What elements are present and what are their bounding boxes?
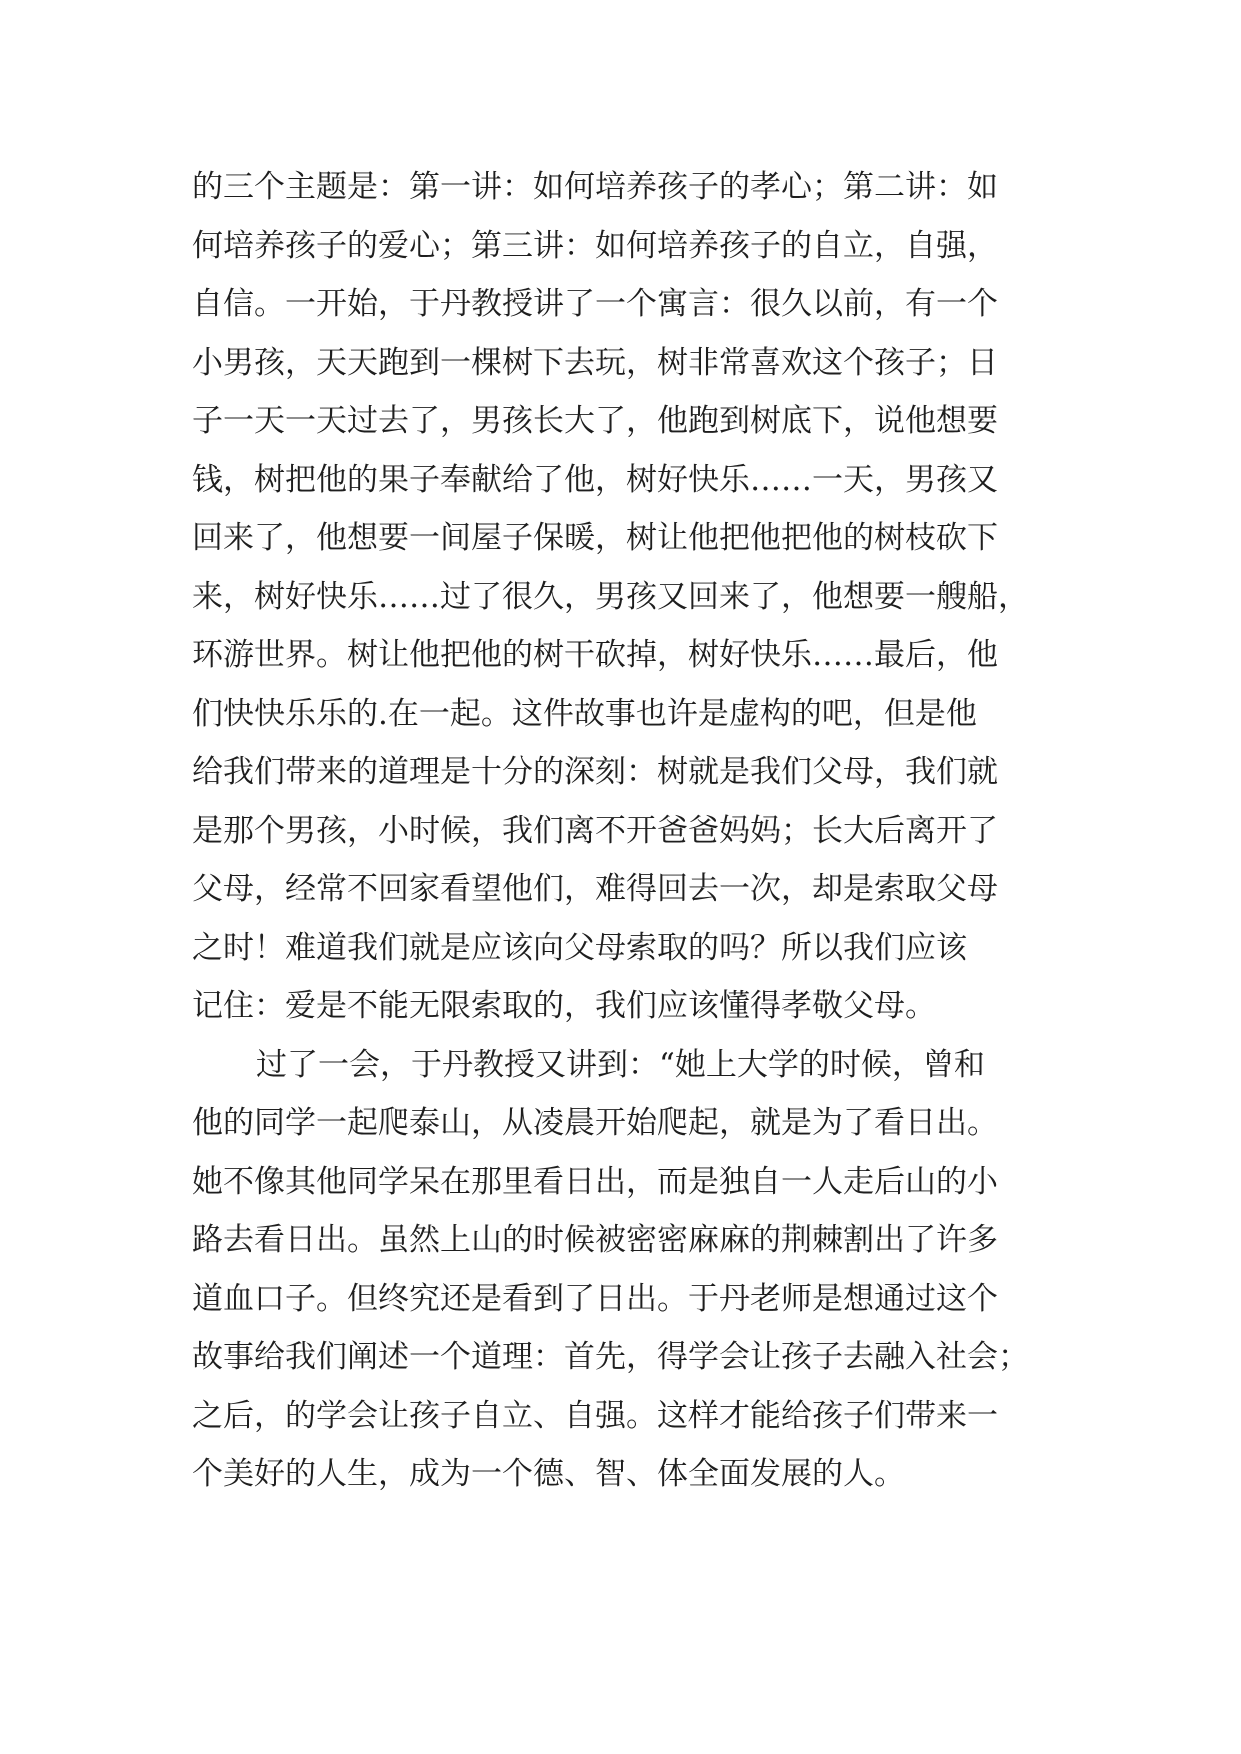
text-line: 们快快乐乐的.在一起。这件故事也许是虚构的吧，但是他 <box>192 695 977 732</box>
text-line: 回来了，他想要一间屋子保暖，树让他把他把他的树枝砍下 <box>192 520 998 556</box>
text-line: 何培养孩子的爱心；第三讲：如何培养孩子的自立，自强， <box>192 227 998 264</box>
text-line: 来，树好快乐……过了很久，男孩又回来了，他想要一艘船， <box>192 578 1029 615</box>
text-line: 道血口子。但终究还是看到了日出。于丹老师是想通过这个 <box>192 1280 998 1317</box>
text-line: 路去看日出。虽然上山的时候被密密麻麻的荆棘割出了许多 <box>192 1222 998 1258</box>
text-line: 父母，经常不回家看望他们，难得回去一次，却是索取父母 <box>192 871 998 907</box>
text-line: 他的同学一起爬泰山，从凌晨开始爬起，就是为了看日出。 <box>192 1105 998 1141</box>
document-body <box>192 158 1072 1504</box>
text-line: 故事给我们阐述一个道理：首先，得学会让孩子去融入社会； <box>192 1339 1029 1375</box>
text-line: 钱，树把他的果子奉献给了他，树好快乐……一天，男孩又 <box>192 461 998 498</box>
paragraph-start-line: 过了一会，于丹教授又讲到：“她上大学的时候，曾和 <box>256 1046 985 1083</box>
text-line: 给我们带来的道理是十分的深刻：树就是我们父母，我们就 <box>192 754 998 790</box>
text-line: 小男孩，天天跑到一棵树下去玩，树非常喜欢这个孩子；日 <box>192 344 998 381</box>
text-line: 之时！难道我们就是应该向父母索取的吗？所以我们应该 <box>192 929 967 966</box>
text-line: 之后，的学会让孩子自立、自强。这样才能给孩子们带来一 <box>192 1397 998 1434</box>
text-line: 的三个主题是：第一讲：如何培养孩子的孝心；第二讲：如 <box>192 169 998 205</box>
text-line: 是那个男孩，小时候，我们离不开爸爸妈妈；长大后离开了 <box>192 812 998 849</box>
text-line: 自信。一开始，于丹教授讲了一个寓言：很久以前，有一个 <box>192 286 998 322</box>
text-line: 记住：爱是不能无限索取的，我们应该懂得孝敬父母。 <box>192 988 936 1024</box>
text-line: 她不像其他同学呆在那里看日出，而是独自一人走后山的小 <box>192 1163 998 1200</box>
text-line: 子一天一天过去了，男孩长大了，他跑到树底下，说他想要 <box>192 403 998 439</box>
text-line: 个美好的人生，成为一个德、智、体全面发展的人。 <box>192 1456 905 1492</box>
text-line: 环游世界。树让他把他的树干砍掉，树好快乐……最后，他 <box>192 637 998 673</box>
